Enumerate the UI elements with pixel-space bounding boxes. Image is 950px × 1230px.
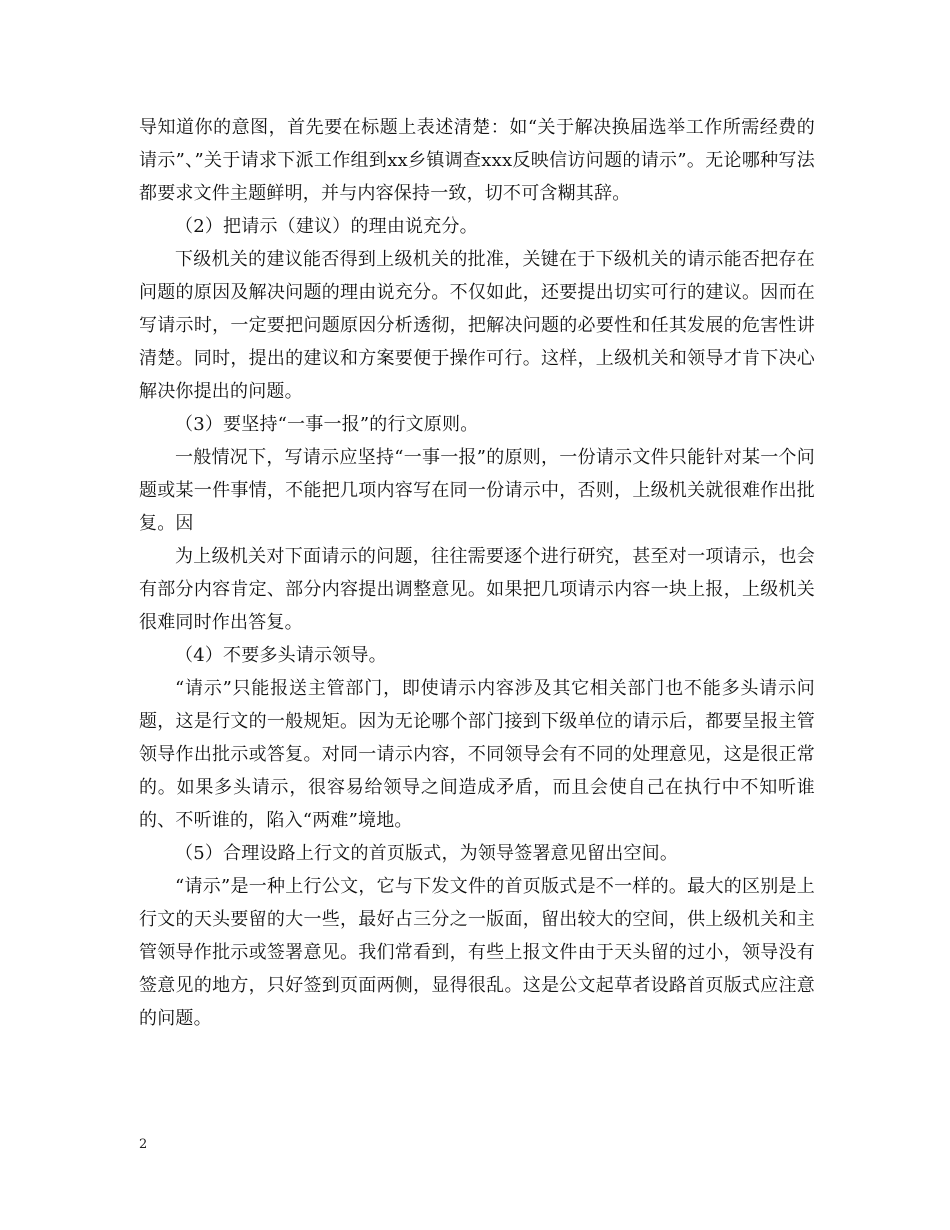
section-heading-5: （5）合理设路上行文的首页版式，为领导签署意见留出空间。	[175, 843, 679, 864]
paragraph: “请示”是一种上行公文，它与下发文件的首页版式是不一样的。最大的区别是上行文的天头要留的大一些，最好占三分之一版面，留出较大的空间，供上级机关和主管领导作批示或签署意见。我们常看到，有些上报文件由于天头留的过小，领导没有签意见的地方，只好签到页面两侧，显得很乱。这是公文起草者设路首页版式应注意的问题。	[139, 876, 815, 1029]
section-heading-3: （3）要坚持“一事一报”的行文原则。	[175, 414, 479, 435]
paragraph-continuation: 导知道你的意图，首先要在标题上表述清楚：如“关于解决换届选举工作所需经费的请示”、”关于请求下派工作组到xx乡镇调查xxx反映信访问题的请示”。无论哪种写法都要求文件主题鲜明，并与内容保持一致，切不可含糊其辞。	[139, 117, 815, 204]
paragraph: 下级机关的建议能否得到上级机关的批准，关键在于下级机关的请示能否把存在问题的原因及解决问题的理由说充分。不仅如此，还要提出切实可行的建议。因而在写请示时，一定要把问题原因分析透彻，把解决问题的必要性和任其发展的危害性讲清楚。同时，提出的建议和方案要便于操作可行。这样，上级机关和领导才肯下决心解决你提出的问题。	[139, 249, 815, 402]
paragraph: 为上级机关对下面请示的问题，往往需要逐个进行研究，甚至对一项请示，也会有部分内容肯定、部分内容提出调整意见。如果把几项请示内容一块上报，上级机关很难同时作出答复。	[139, 546, 815, 633]
section-heading-2: （2）把请示（建议）的理由说充分。	[175, 216, 478, 237]
document-body	[139, 111, 815, 1035]
section-heading-4: （4）不要多头请示领导。	[175, 645, 387, 666]
page-number: 2	[139, 1137, 148, 1152]
paragraph: 一般情况下，写请示应坚持“一事一报”的原则，一份请示文件只能针对某一个问题或某一件事情，不能把几项内容写在同一份请示中，否则，上级机关就很难作出批复。因	[139, 447, 815, 534]
paragraph: “请示”只能报送主管部门，即使请示内容涉及其它相关部门也不能多头请示问题，这是行文的一般规矩。因为无论哪个部门接到下级单位的请示后，都要呈报主管领导作出批示或答复。对同一请示内容，不同领导会有不同的处理意见，这是很正常的。如果多头请示，很容易给领导之间造成矛盾，而且会使自己在执行中不知听谁的、不听谁的，陷入“两难”境地。	[139, 678, 815, 831]
